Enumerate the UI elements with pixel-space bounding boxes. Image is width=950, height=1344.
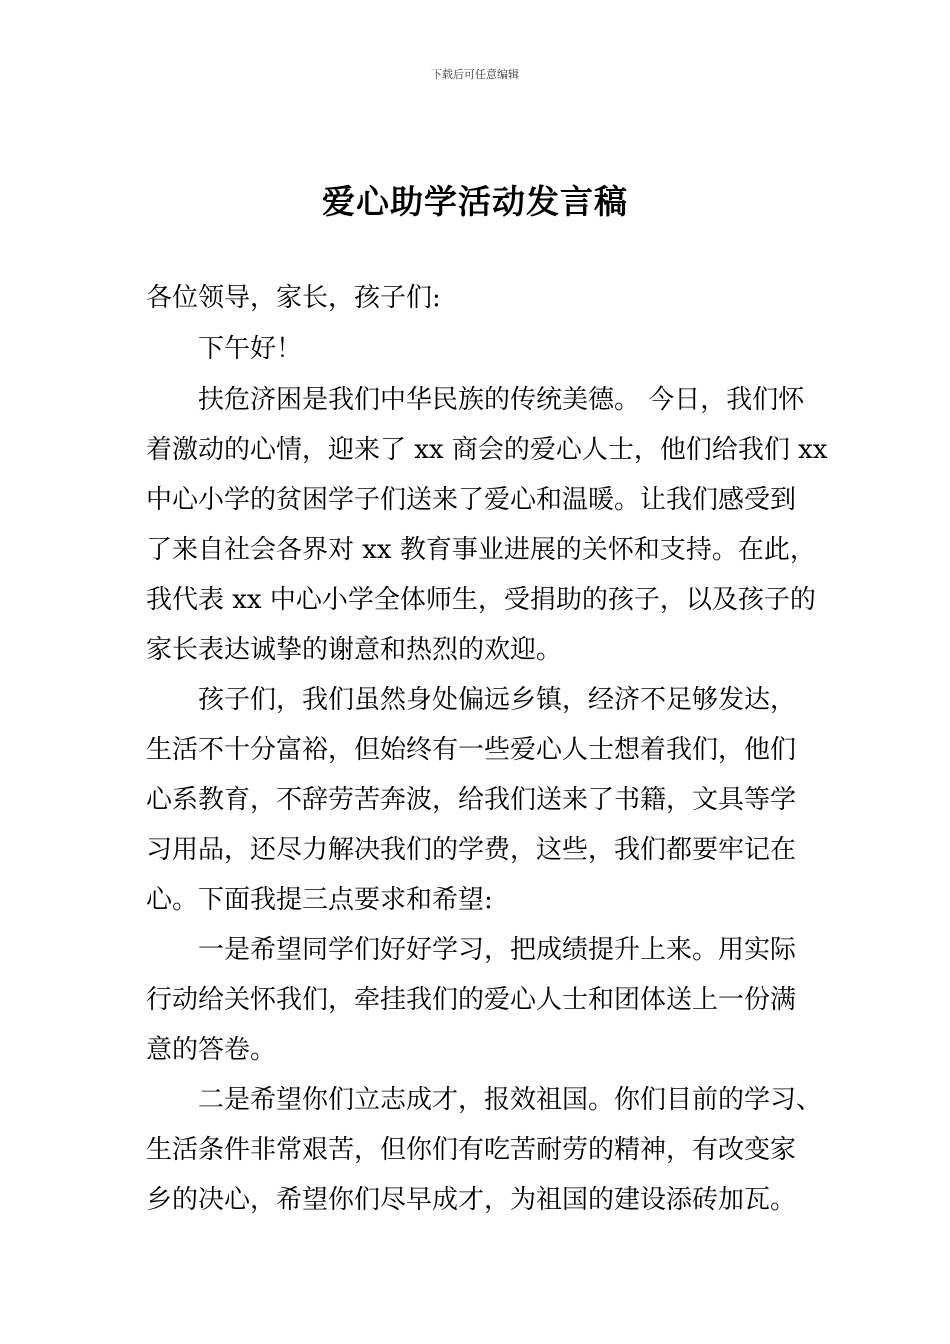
paragraph-line: 乡的决心，希望你们尽早成才，为祖国的建设添砖加瓦。 bbox=[146, 1185, 797, 1215]
paragraph-line: 我代表 xx 中心小学全体师生，受捐助的孩子，以及孩子的 bbox=[146, 585, 816, 615]
document-title: 爱心助学活动发言稿 bbox=[322, 182, 628, 221]
paragraph-line: 心系教育，不辞劳苦奔波，给我们送来了书籍，文具等学 bbox=[146, 785, 797, 815]
paragraph-line: 着激动的心情，迎来了 xx 商会的爱心人士，他们给我们 xx bbox=[146, 435, 828, 465]
paragraph-line: 扶危济困是我们中华民族的传统美德。 今日，我们怀 bbox=[198, 385, 805, 415]
paragraph-line: 意的答卷。 bbox=[146, 1035, 277, 1065]
header-note: 下载后可任意编辑 bbox=[431, 68, 519, 81]
paragraph-line: 生活条件非常艰苦，但你们有吃苦耐劳的精神，有改变家 bbox=[146, 1135, 797, 1165]
paragraph-line: 家长表达诚挚的谢意和热烈的欢迎。 bbox=[146, 635, 563, 665]
paragraph-line: 心。下面我提三点要求和希望: bbox=[146, 885, 493, 915]
paragraph-line: 中心小学的贫困学子们送来了爱心和温暖。让我们感受到 bbox=[146, 485, 797, 515]
paragraph-line: 习用品，还尽力解决我们的学费，这些，我们都要牢记在 bbox=[146, 835, 797, 865]
salutation-line: 各位领导，家长，孩子们: bbox=[146, 283, 441, 313]
paragraph-line: 二是希望你们立志成才，报效祖国。你们目前的学习、 bbox=[198, 1085, 823, 1115]
paragraph-line: 行动给关怀我们，牵挂我们的爱心人士和团体送上一份满 bbox=[146, 985, 797, 1015]
paragraph-line: 孩子们，我们虽然身处偏远乡镇，经济不足够发达， bbox=[198, 685, 797, 715]
paragraph-line: 一是希望同学们好好学习，把成绩提升上来。用实际 bbox=[198, 935, 797, 965]
greeting-line: 下午好！ bbox=[198, 334, 303, 364]
paragraph-line: 了来自社会各界对 xx 教育事业进展的关怀和支持。在此， bbox=[146, 535, 816, 565]
paragraph-line: 生活不十分富裕，但始终有一些爱心人士想着我们，他们 bbox=[146, 735, 797, 765]
